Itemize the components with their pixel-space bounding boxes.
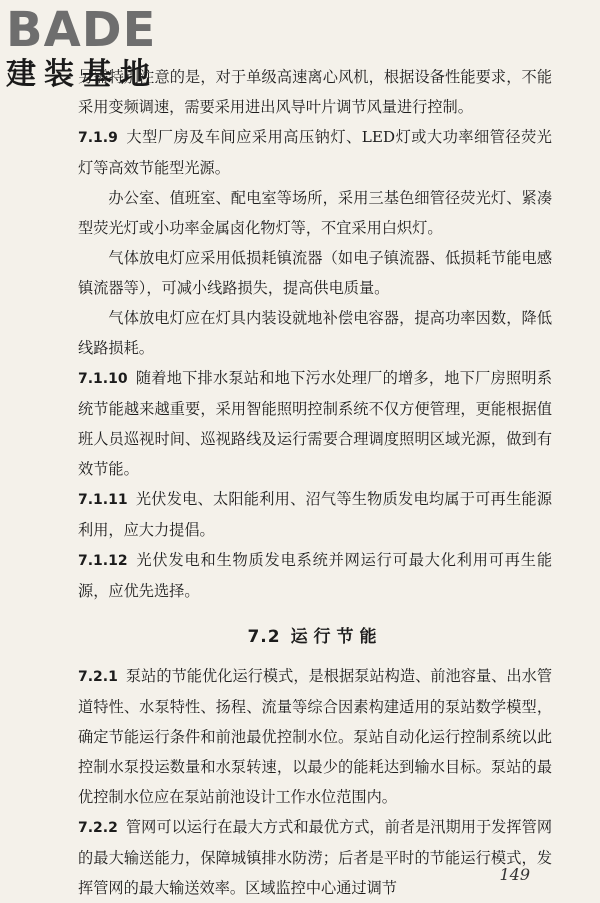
clause-text: 光伏发电和生物质发电系统并网运行可最大化利用可再生能源，应优先选择。 [78,551,552,600]
clause-7-1-12 [78,545,552,606]
clause-text: 泵站的节能优化运行模式，是根据泵站构造、前池容量、出水管道特性、水泵特性、扬程、流量等综合因素构建适用的泵站数学模型，确定节能运行条件和前池最优控制水位。泵站自动化运行控制系统以此控制水泵投运数量和水泵转速，以最少的能耗达到输水目标。泵站的最优控制水位应在泵站前池设计工作水位范围内。 [78,667,552,806]
clause-number: 7.2.2 [78,820,118,836]
clause-7-2-2 [78,812,552,903]
logo-sub-text: 建装基地 [6,57,158,92]
clause-number: 7.2.1 [78,669,118,685]
intro-paragraph: 另需特别注意的是，对于单级高速离心风机，根据设备性能要求，不能采用变频调速，需要采用进出风导叶片调节风量进行控制。 [78,68,552,116]
clause-number: 7.1.9 [78,130,118,146]
clause-number: 7.1.10 [78,371,128,387]
clause-text: 大型厂房及车间应采用高压钠灯、LED灯或大功率细管径荧光灯等高效节能型光源。 [78,128,552,177]
clause-text: 管网可以运行在最大方式和最优方式，前者是汛期用于发挥管网的最大输送能力，保障城镇排水防涝；后者是平时的节能运行模式，发挥管网的最大输送效率。区域监控中心通过调节 [78,818,552,897]
clause-7-1-10 [78,363,552,484]
clause-7-2-1 [78,661,552,812]
section-number: 7.2 [247,627,281,647]
section-title-text: 运行节能 [290,627,383,647]
section-heading [78,622,552,647]
paragraph-capacitor: 气体放电灯应在灯具内装设就地补偿电容器，提高功率因数，降低线路损耗。 [78,309,552,357]
document-body [78,62,552,903]
logo-main-text: BADE [6,2,157,58]
clause-number: 7.1.11 [78,492,128,508]
clause-number: 7.1.12 [78,553,128,569]
clause-text: 光伏发电、太阳能利用、沼气等生物质发电均属于可再生能源利用，应大力提倡。 [78,490,552,539]
clause-text: 随着地下排水泵站和地下污水处理厂的增多，地下厂房照明系统节能越来越重要，采用智能照明控制系统不仅方便管理，更能根据值班人员巡视时间、巡视路线及运行需要合理调度照明区域光源，做到有效节能。 [78,369,552,478]
paragraph-office-lighting: 办公室、值班室、配电室等场所，采用三基色细管径荧光灯、紧凑型荧光灯或小功率金属卤化物灯等，不宜采用白炽灯。 [78,189,552,237]
page-number: 149 [499,865,530,884]
clause-7-1-9 [78,122,552,183]
paragraph-ballast: 气体放电灯应采用低损耗镇流器（如电子镇流器、低损耗节能电感镇流器等），可减小线路损失，提高供电质量。 [78,249,552,297]
clause-7-1-11 [78,484,552,545]
